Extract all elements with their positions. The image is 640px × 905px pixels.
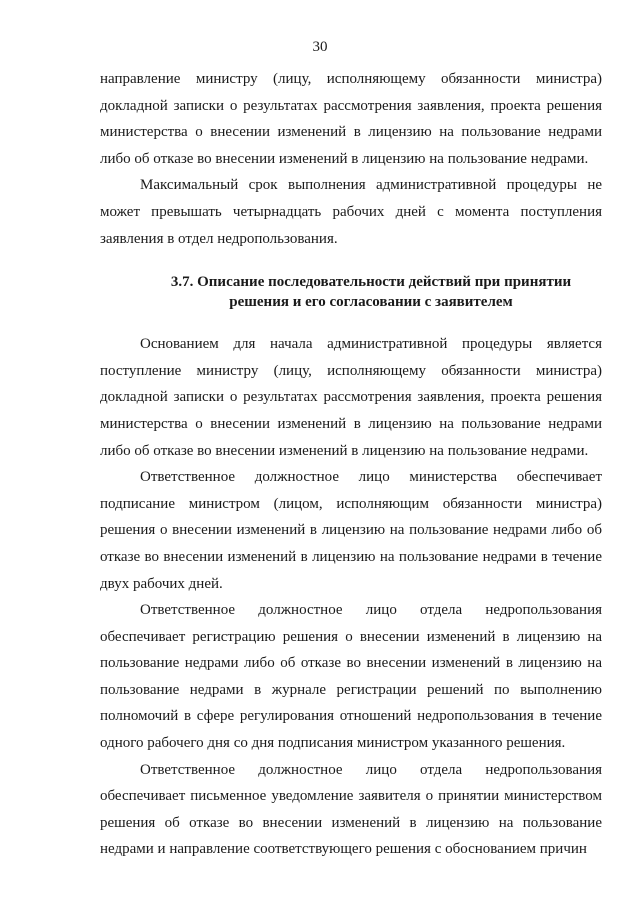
paragraph-basis: Основанием для начала административной процедуры является поступление министру (лицу, исполняющему обязанности министра) докладной записки о результатах рассмотрения заявления, проекта решения министерства о внесении изменений в лицензию на пользование недрами либо об отказе во внесении изменений в лицензию на пользование недрами. (100, 336, 602, 459)
paragraph-continuation: направление министру (лицу, исполняющему обязанности министра) докладной записки о результатах рассмотрения заявления, проекта решения министерства о внесении изменений в лицензию на пользование недрами либо об отказе во внесении изменений в лицензию на пользование недрами. (100, 71, 602, 167)
paragraph-signing: Ответственное должностное лицо министерства обеспечивает подписание министром (лицом, исполняющим обязанности министра) решения о внесении изменений в лицензию на пользование недрами либо об отказе во внесении изменений в лицензию на пользование недрами в течение двух рабочих дней. (100, 469, 602, 592)
paragraph-registration: Ответственное должностное лицо отдела недропользования обеспечивает регистрацию решения о внесении изменений в лицензию на пользование недрами либо об отказе во внесении изменений в лицензию на пользование недрами в журнале регистрации решений по выполнению полномочий в сфере регулирования отношений недропользования в течение одного рабочего дня со дня подписания министром указанного решения. (100, 602, 602, 752)
paragraph-max-term: Максимальный срок выполнения административной процедуры не может превышать четырнадцать рабочих дней с момента поступления заявления в отдел недропользования. (100, 177, 602, 247)
page-number: 30 (312, 39, 328, 55)
section-heading: 3.7. Описание последовательности действий при принятии решения и его согласовании с заявителем (170, 274, 572, 311)
page-content (100, 66, 602, 863)
paragraph-notification: Ответственное должностное лицо отдела недропользования обеспечивает письменное уведомление заявителя о принятии министерством решения об отказе во внесении изменений в лицензию на пользование недрами и направление соответствующего решения с обоснованием причин (100, 761, 602, 858)
